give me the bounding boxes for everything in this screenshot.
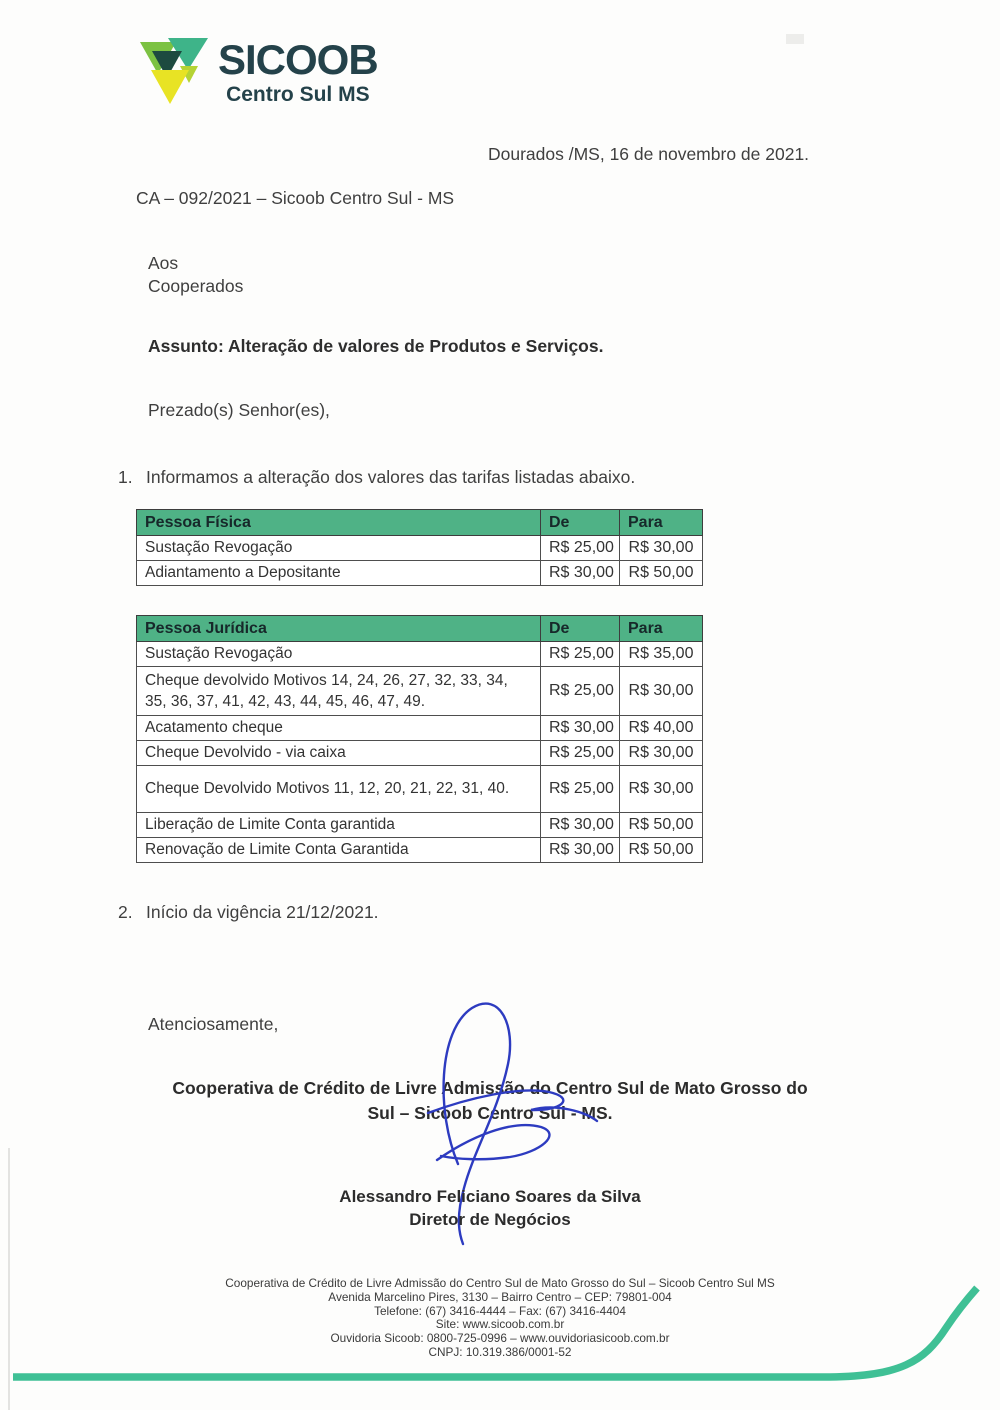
table-header-row — [137, 510, 703, 536]
list-item-1-text: Informamos a alteração dos valores das tarifas listadas abaixo. — [146, 467, 636, 487]
logo-brand-text: SICOOB — [218, 36, 378, 83]
tariff-old-value: R$ 30,00 — [541, 813, 620, 838]
tariff-name: Acatamento cheque — [137, 716, 541, 741]
signer-block — [200, 1185, 780, 1231]
footer-line-cnpj: CNPJ: 10.319.386/0001-52 — [428, 1344, 572, 1359]
tariff-old-value: R$ 30,00 — [541, 838, 620, 863]
salutation-line: Prezado(s) Senhor(es), — [148, 400, 330, 420]
tariff-new-value: R$ 30,00 — [620, 536, 703, 561]
reference-line: CA – 092/2021 – Sicoob Centro Sul - MS — [136, 188, 455, 208]
column-header-de: De — [541, 510, 620, 536]
tariff-old-value: R$ 25,00 — [541, 667, 620, 716]
tariff-new-value: R$ 50,00 — [620, 838, 703, 863]
recipient-line-1: Aos — [148, 253, 179, 273]
table-row — [137, 667, 703, 716]
column-header-para: Para — [620, 616, 703, 642]
tariff-old-value: R$ 25,00 — [541, 741, 620, 766]
tariff-old-value: R$ 25,00 — [541, 642, 620, 667]
footer-line-site: Site: www.sicoob.com.br — [435, 1317, 565, 1332]
recipient-block — [148, 252, 243, 298]
tariff-name: Cheque Devolvido Motivos 11, 12, 20, 21, 22, 31, 40. — [137, 766, 541, 813]
tariff-name: Cheque devolvido Motivos 14, 24, 26, 27, 32, 33, 34, 35, 36, 37, 41, 42, 43, 44, 45, 46, 47, 49. — [137, 667, 541, 716]
tariff-name: Liberação de Limite Conta garantida — [137, 813, 541, 838]
table-header-row — [137, 616, 703, 642]
logo-subtitle: Centro Sul MS — [226, 83, 370, 106]
tariff-name: Sustação Revogação — [137, 536, 541, 561]
table-row — [137, 716, 703, 741]
list-item-2 — [118, 902, 379, 923]
list-item-2-number: 2. — [118, 902, 133, 922]
tariff-new-value: R$ 40,00 — [620, 716, 703, 741]
pessoa-juridica-table — [136, 615, 703, 863]
tariff-old-value: R$ 30,00 — [541, 716, 620, 741]
date-line: Dourados /MS, 16 de novembro de 2021. — [488, 144, 810, 164]
signer-title: Diretor de Negócios — [409, 1210, 571, 1229]
tariff-new-value: R$ 50,00 — [620, 813, 703, 838]
subject-line: Assunto: Alteração de valores de Produtos e Serviços. — [148, 336, 604, 356]
table-row — [137, 536, 703, 561]
sicoob-triangles-icon — [138, 38, 212, 104]
tariff-old-value: R$ 25,00 — [541, 536, 620, 561]
company-name-block — [120, 1076, 860, 1126]
table-row — [137, 766, 703, 813]
company-name-line-2: Sul – Sicoob Centro Sul - MS. — [367, 1103, 613, 1123]
table-row — [137, 838, 703, 863]
sicoob-logo — [138, 38, 378, 107]
tariff-name: Cheque Devolvido - via caixa — [137, 741, 541, 766]
tariff-new-value: R$ 30,00 — [620, 667, 703, 716]
tariff-old-value: R$ 30,00 — [541, 561, 620, 586]
column-header-para: Para — [620, 510, 703, 536]
tariff-name: Adiantamento a Depositante — [137, 561, 541, 586]
recipient-line-2: Cooperados — [148, 276, 244, 296]
footer-line-ouvidoria: Ouvidoria Sicoob: 0800-725-0996 – www.ouvidoriasicoob.com.br — [330, 1331, 670, 1346]
tariff-new-value: R$ 50,00 — [620, 561, 703, 586]
tariff-new-value: R$ 30,00 — [620, 766, 703, 813]
company-name-line-1: Cooperativa de Crédito de Livre Admissão do Centro Sul de Mato Grosso do — [172, 1078, 808, 1098]
table-row — [137, 642, 703, 667]
logo-text — [218, 38, 378, 107]
table-row — [137, 561, 703, 586]
table-row — [137, 813, 703, 838]
footer-swoosh-icon — [0, 1262, 1000, 1410]
pessoa-fisica-table — [136, 509, 703, 586]
list-item-1-number: 1. — [118, 467, 133, 487]
tariff-name: Sustação Revogação — [137, 642, 541, 667]
column-header-pessoa-fisica: Pessoa Física — [137, 510, 541, 536]
column-header-de: De — [541, 616, 620, 642]
footer-line-address: Avenida Marcelino Pires, 3130 – Bairro Centro – CEP: 79801-004 — [328, 1289, 672, 1304]
footer-line-company: Cooperativa de Crédito de Livre Admissão do Centro Sul de Mato Grosso do Sul – Sicoob Centro Sul MS — [225, 1276, 775, 1290]
tariff-new-value: R$ 35,00 — [620, 642, 703, 667]
closing-line: Atenciosamente, — [148, 1014, 279, 1034]
footer-line-phone: Telefone: (67) 3416-4444 – Fax: (67) 3416-4404 — [374, 1303, 626, 1318]
signer-name: Alessandro Feliciano Soares da Silva — [339, 1187, 641, 1206]
tariff-name: Renovação de Limite Conta Garantida — [137, 838, 541, 863]
list-item-2-text: Início da vigência 21/12/2021. — [146, 902, 379, 922]
scan-smudge — [786, 34, 804, 44]
column-header-pessoa-juridica: Pessoa Jurídica — [137, 616, 541, 642]
tariff-new-value: R$ 30,00 — [620, 741, 703, 766]
tariff-old-value: R$ 25,00 — [541, 766, 620, 813]
table-row — [137, 741, 703, 766]
list-item-1 — [118, 467, 636, 488]
